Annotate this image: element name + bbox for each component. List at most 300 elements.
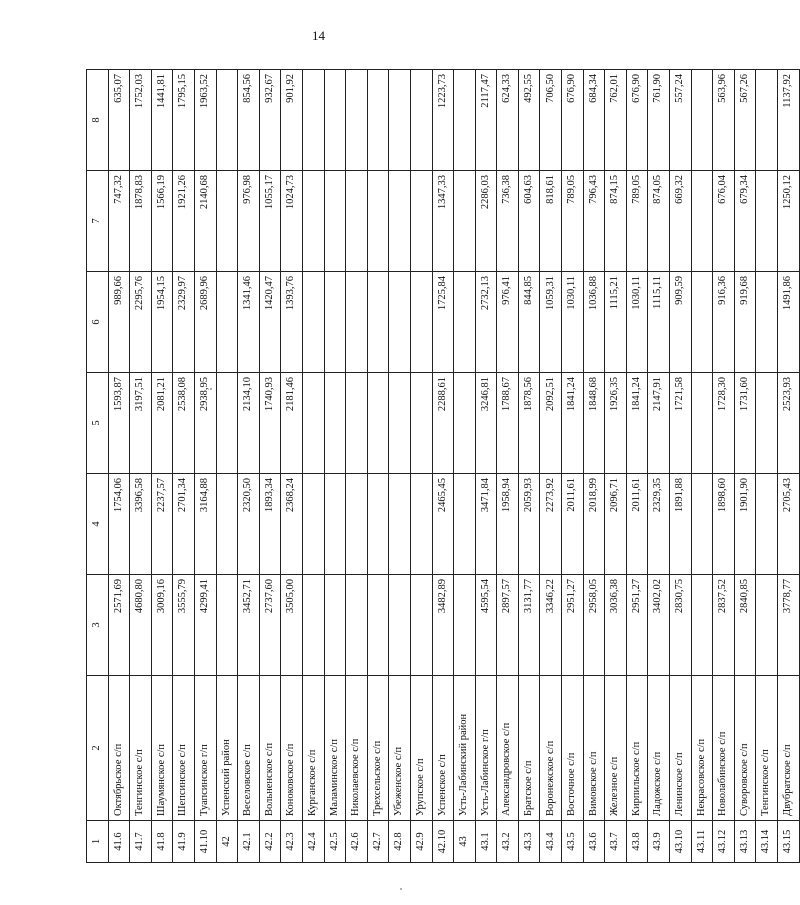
cell-value: 1921,26 <box>173 171 195 272</box>
row-code: 43.5 <box>562 821 584 863</box>
cell-value <box>324 373 346 474</box>
table-row <box>475 70 497 863</box>
rotated-table-container <box>86 70 800 863</box>
cell-value: 1115,11 <box>648 272 670 373</box>
row-name: Братское с/п <box>518 676 540 821</box>
cell-value <box>410 171 432 272</box>
cell-value: 916,36 <box>713 272 735 373</box>
table-row <box>346 70 368 863</box>
table-row <box>173 70 195 863</box>
cell-value <box>216 373 238 474</box>
column-header: 7 <box>87 171 109 272</box>
cell-value: 2011,61 <box>626 474 648 575</box>
row-name: Ладожское с/п <box>648 676 670 821</box>
cell-value: 557,24 <box>670 70 692 171</box>
cell-value: 2147,91 <box>648 373 670 474</box>
table-row <box>108 70 130 863</box>
cell-value: 2840,85 <box>734 575 756 676</box>
row-code: 42.10 <box>432 821 454 863</box>
cell-value: 3482,89 <box>432 575 454 676</box>
cell-value <box>691 373 713 474</box>
cell-value <box>691 575 713 676</box>
column-header: 4 <box>87 474 109 575</box>
cell-value <box>756 70 778 171</box>
row-code: 42.9 <box>410 821 432 863</box>
cell-value <box>691 474 713 575</box>
cell-value: 1341,46 <box>238 272 260 373</box>
cell-value: 874,05 <box>648 171 670 272</box>
cell-value: 844,85 <box>518 272 540 373</box>
row-code: 43.1 <box>475 821 497 863</box>
table-row <box>691 70 713 863</box>
cell-value <box>324 171 346 272</box>
cell-value: 1728,30 <box>713 373 735 474</box>
cell-value: 736,38 <box>497 171 519 272</box>
cell-value <box>389 70 411 171</box>
cell-value: 909,59 <box>670 272 692 373</box>
cell-value <box>302 474 324 575</box>
cell-value: 2092,51 <box>540 373 562 474</box>
cell-value <box>216 70 238 171</box>
cell-value: 1841,24 <box>562 373 584 474</box>
cell-value: 2523,93 <box>778 373 800 474</box>
cell-value: 1752,03 <box>130 70 152 171</box>
cell-value <box>346 272 368 373</box>
cell-value: 1731,60 <box>734 373 756 474</box>
cell-value: 1055,17 <box>259 171 281 272</box>
row-code: 43.10 <box>670 821 692 863</box>
column-header: 5 <box>87 373 109 474</box>
row-code: 43.7 <box>605 821 627 863</box>
row-code: 41.8 <box>151 821 173 863</box>
cell-value: 2329,35 <box>648 474 670 575</box>
row-name: Маламинское с/п <box>324 676 346 821</box>
cell-value: 1848,68 <box>583 373 605 474</box>
cell-value: 789,05 <box>562 171 584 272</box>
cell-value: 989,66 <box>108 272 130 373</box>
column-header: 1 <box>87 821 109 863</box>
table-row <box>778 70 800 863</box>
row-code: 43.8 <box>626 821 648 863</box>
row-name: Новолабинское с/п <box>713 676 735 821</box>
cell-value: 3346,22 <box>540 575 562 676</box>
cell-value: 4299,41 <box>194 575 216 676</box>
cell-value <box>389 474 411 575</box>
cell-value: 1223,73 <box>432 70 454 171</box>
cell-value <box>367 272 389 373</box>
row-code: 42.8 <box>389 821 411 863</box>
cell-value: 3164,88 <box>194 474 216 575</box>
table-row <box>194 70 216 863</box>
cell-value: 2368,24 <box>281 474 303 575</box>
row-name: Ленинское с/п <box>670 676 692 821</box>
cell-value <box>324 70 346 171</box>
row-code: 43.4 <box>540 821 562 863</box>
cell-value <box>346 575 368 676</box>
cell-value <box>346 70 368 171</box>
speck <box>210 388 212 390</box>
row-name: Веселовское с/п <box>238 676 260 821</box>
cell-value: 1036,88 <box>583 272 605 373</box>
cell-value: 563,96 <box>713 70 735 171</box>
cell-value: 3036,38 <box>605 575 627 676</box>
cell-value: 874,15 <box>605 171 627 272</box>
cell-value: 4680,80 <box>130 575 152 676</box>
cell-value: 761,90 <box>648 70 670 171</box>
cell-value: 604,63 <box>518 171 540 272</box>
row-name: Туапсинское г/п <box>194 676 216 821</box>
cell-value <box>302 171 324 272</box>
row-code: 43.15 <box>778 821 800 863</box>
cell-value: 2538,08 <box>173 373 195 474</box>
cell-value <box>346 373 368 474</box>
cell-value: 2837,52 <box>713 575 735 676</box>
cell-value: 2117,47 <box>475 70 497 171</box>
cell-value <box>367 373 389 474</box>
table-row <box>734 70 756 863</box>
row-code: 42.6 <box>346 821 368 863</box>
table-row <box>626 70 648 863</box>
table-row <box>302 70 324 863</box>
column-header: 2 <box>87 676 109 821</box>
table-row <box>583 70 605 863</box>
cell-value: 1878,56 <box>518 373 540 474</box>
cell-value <box>756 575 778 676</box>
table-row <box>281 70 303 863</box>
table-row <box>518 70 540 863</box>
cell-value <box>302 272 324 373</box>
cell-value: 2951,27 <box>562 575 584 676</box>
cell-value: 2081,21 <box>151 373 173 474</box>
cell-value: 2938,95 <box>194 373 216 474</box>
speck <box>400 888 402 890</box>
cell-value: 1347,33 <box>432 171 454 272</box>
row-name: Воронежское с/п <box>540 676 562 821</box>
column-header: 3 <box>87 575 109 676</box>
row-code: 41.7 <box>130 821 152 863</box>
cell-value <box>367 171 389 272</box>
cell-value: 1725,84 <box>432 272 454 373</box>
row-code: 42.5 <box>324 821 346 863</box>
row-code: 42.4 <box>302 821 324 863</box>
cell-value: 2465,45 <box>432 474 454 575</box>
cell-value: 1441,81 <box>151 70 173 171</box>
cell-value: 2286,03 <box>475 171 497 272</box>
table-row <box>130 70 152 863</box>
cell-value: 1024,73 <box>281 171 303 272</box>
table-row <box>605 70 627 863</box>
data-table <box>86 69 800 863</box>
row-name: Железное с/п <box>605 676 627 821</box>
cell-value <box>324 272 346 373</box>
cell-value <box>756 373 778 474</box>
cell-value: 796,43 <box>583 171 605 272</box>
row-name: Суворовское с/п <box>734 676 756 821</box>
cell-value: 1059,31 <box>540 272 562 373</box>
cell-value: 854,56 <box>238 70 260 171</box>
row-name: Вольненское с/п <box>259 676 281 821</box>
row-name: Тенгинское с/п <box>756 676 778 821</box>
cell-value: 901,92 <box>281 70 303 171</box>
cell-value <box>302 70 324 171</box>
cell-value <box>454 575 476 676</box>
cell-value: 1030,11 <box>626 272 648 373</box>
cell-value <box>216 575 238 676</box>
cell-value: 1393,76 <box>281 272 303 373</box>
cell-value: 3246,81 <box>475 373 497 474</box>
cell-value: 1593,87 <box>108 373 130 474</box>
row-code: 43.14 <box>756 821 778 863</box>
table-row <box>562 70 584 863</box>
row-code: 43.3 <box>518 821 540 863</box>
cell-value: 2273,92 <box>540 474 562 575</box>
cell-value: 1958,94 <box>497 474 519 575</box>
cell-value: 2059,93 <box>518 474 540 575</box>
cell-value: 3009,16 <box>151 575 173 676</box>
cell-value: 3197,51 <box>130 373 152 474</box>
table-row <box>713 70 735 863</box>
row-name: Шепсинское с/п <box>173 676 195 821</box>
row-code: 43.6 <box>583 821 605 863</box>
cell-value: 2288,61 <box>432 373 454 474</box>
table-row <box>259 70 281 863</box>
cell-value <box>389 272 411 373</box>
row-name: Октябрьское с/п <box>108 676 130 821</box>
table-row <box>151 70 173 863</box>
cell-value: 3131,77 <box>518 575 540 676</box>
cell-value <box>389 171 411 272</box>
cell-value: 2571,69 <box>108 575 130 676</box>
table-row <box>410 70 432 863</box>
row-code: 43.12 <box>713 821 735 863</box>
cell-value <box>389 373 411 474</box>
cell-value <box>346 171 368 272</box>
cell-value: 1491,86 <box>778 272 800 373</box>
cell-value <box>691 70 713 171</box>
row-code: 42.3 <box>281 821 303 863</box>
table-row <box>540 70 562 863</box>
table-row <box>432 70 454 863</box>
cell-value <box>410 474 432 575</box>
table-row <box>756 70 778 863</box>
cell-value <box>410 272 432 373</box>
row-code: 43.2 <box>497 821 519 863</box>
table-row <box>367 70 389 863</box>
cell-value: 1754,06 <box>108 474 130 575</box>
cell-value <box>216 272 238 373</box>
cell-value: 2951,27 <box>626 575 648 676</box>
page-number: 14 <box>312 28 325 43</box>
cell-value: 762,01 <box>605 70 627 171</box>
cell-value: 2958,05 <box>583 575 605 676</box>
cell-value <box>324 474 346 575</box>
cell-value: 624,33 <box>497 70 519 171</box>
cell-value: 3396,58 <box>130 474 152 575</box>
cell-value <box>691 272 713 373</box>
cell-value: 1795,15 <box>173 70 195 171</box>
cell-value: 2320,50 <box>238 474 260 575</box>
cell-value: 676,90 <box>626 70 648 171</box>
cell-value <box>367 70 389 171</box>
cell-value: 3505,00 <box>281 575 303 676</box>
row-name: Вимовское с/п <box>583 676 605 821</box>
cell-value: 976,41 <box>497 272 519 373</box>
cell-value: 3778,77 <box>778 575 800 676</box>
cell-value: 919,68 <box>734 272 756 373</box>
row-name: Успенское с/п <box>432 676 454 821</box>
row-name: Курганское с/п <box>302 676 324 821</box>
cell-value: 2011,61 <box>562 474 584 575</box>
row-name: Тенгинское с/п <box>130 676 152 821</box>
cell-value <box>454 272 476 373</box>
cell-value: 676,04 <box>713 171 735 272</box>
cell-value: 567,26 <box>734 70 756 171</box>
cell-value: 635,07 <box>108 70 130 171</box>
cell-value: 818,61 <box>540 171 562 272</box>
cell-value <box>367 474 389 575</box>
cell-value: 706,50 <box>540 70 562 171</box>
cell-value <box>324 575 346 676</box>
cell-value: 1740,93 <box>259 373 281 474</box>
cell-value: 1963,52 <box>194 70 216 171</box>
row-name: Трехсельское с/п <box>367 676 389 821</box>
cell-value <box>410 373 432 474</box>
row-code: 43.9 <box>648 821 670 863</box>
cell-value <box>691 171 713 272</box>
cell-value <box>216 171 238 272</box>
cell-value: 3471,84 <box>475 474 497 575</box>
row-code: 42 <box>216 821 238 863</box>
table-row <box>238 70 260 863</box>
cell-value: 2295,76 <box>130 272 152 373</box>
cell-value: 2140,68 <box>194 171 216 272</box>
cell-value <box>756 272 778 373</box>
cell-value: 1137,92 <box>778 70 800 171</box>
column-header: 8 <box>87 70 109 171</box>
cell-value: 1898,60 <box>713 474 735 575</box>
cell-value: 1788,67 <box>497 373 519 474</box>
cell-value: 2732,13 <box>475 272 497 373</box>
cell-value: 2737,60 <box>259 575 281 676</box>
table-row <box>670 70 692 863</box>
cell-value: 1954,15 <box>151 272 173 373</box>
cell-value: 3555,79 <box>173 575 195 676</box>
cell-value <box>756 171 778 272</box>
cell-value <box>389 575 411 676</box>
row-code: 41.6 <box>108 821 130 863</box>
row-name: Убеженское с/п <box>389 676 411 821</box>
cell-value: 492,55 <box>518 70 540 171</box>
cell-value: 1115,21 <box>605 272 627 373</box>
table-row <box>324 70 346 863</box>
cell-value: 2096,71 <box>605 474 627 575</box>
table-row <box>389 70 411 863</box>
cell-value <box>410 70 432 171</box>
table-row <box>216 70 238 863</box>
cell-value: 2018,99 <box>583 474 605 575</box>
cell-value: 669,32 <box>670 171 692 272</box>
cell-value: 3452,71 <box>238 575 260 676</box>
row-name: Коноковское с/п <box>281 676 303 821</box>
cell-value: 676,90 <box>562 70 584 171</box>
cell-value <box>454 474 476 575</box>
row-name: Успенский район <box>216 676 238 821</box>
cell-value: 1926,35 <box>605 373 627 474</box>
cell-value: 747,32 <box>108 171 130 272</box>
cell-value: 1030,11 <box>562 272 584 373</box>
row-name: Восточное с/п <box>562 676 584 821</box>
cell-value: 4595,54 <box>475 575 497 676</box>
table-row <box>648 70 670 863</box>
row-code: 43.13 <box>734 821 756 863</box>
row-code: 43.11 <box>691 821 713 863</box>
cell-value: 1721,58 <box>670 373 692 474</box>
cell-value: 1901,90 <box>734 474 756 575</box>
row-name: Шаумянское с/п <box>151 676 173 821</box>
row-name: Усть-Лабинский район <box>454 676 476 821</box>
cell-value: 1878,83 <box>130 171 152 272</box>
cell-value: 1566,19 <box>151 171 173 272</box>
cell-value <box>454 171 476 272</box>
cell-value: 684,34 <box>583 70 605 171</box>
table-row <box>497 70 519 863</box>
header-row <box>87 70 109 863</box>
cell-value: 1841,24 <box>626 373 648 474</box>
cell-value: 3402,02 <box>648 575 670 676</box>
cell-value: 2701,34 <box>173 474 195 575</box>
row-code: 43 <box>454 821 476 863</box>
cell-value <box>302 575 324 676</box>
row-name: Двубратское с/п <box>778 676 800 821</box>
cell-value: 1250,12 <box>778 171 800 272</box>
cell-value <box>454 70 476 171</box>
row-code: 42.2 <box>259 821 281 863</box>
cell-value: 976,98 <box>238 171 260 272</box>
cell-value <box>367 575 389 676</box>
cell-value <box>346 474 368 575</box>
cell-value: 2329,97 <box>173 272 195 373</box>
cell-value: 2134,10 <box>238 373 260 474</box>
cell-value: 2689,96 <box>194 272 216 373</box>
row-code: 41.9 <box>173 821 195 863</box>
cell-value: 1893,34 <box>259 474 281 575</box>
cell-value <box>302 373 324 474</box>
row-name: Александровское с/п <box>497 676 519 821</box>
row-name: Николаевское с/п <box>346 676 368 821</box>
row-code: 42.1 <box>238 821 260 863</box>
row-name: Кирпильское с/п <box>626 676 648 821</box>
row-name: Некрасовское с/п <box>691 676 713 821</box>
cell-value <box>756 474 778 575</box>
row-name: Усть-Лабинское г/п <box>475 676 497 821</box>
row-name: Урупское с/п <box>410 676 432 821</box>
row-code: 41.10 <box>194 821 216 863</box>
cell-value: 679,34 <box>734 171 756 272</box>
cell-value: 932,67 <box>259 70 281 171</box>
cell-value: 1420,47 <box>259 272 281 373</box>
cell-value: 2705,43 <box>778 474 800 575</box>
cell-value: 2830,75 <box>670 575 692 676</box>
cell-value <box>410 575 432 676</box>
cell-value: 2897,57 <box>497 575 519 676</box>
cell-value: 1891,88 <box>670 474 692 575</box>
row-code: 42.7 <box>367 821 389 863</box>
cell-value <box>454 373 476 474</box>
cell-value: 2237,57 <box>151 474 173 575</box>
table-row <box>454 70 476 863</box>
cell-value: 2181,46 <box>281 373 303 474</box>
column-header: 6 <box>87 272 109 373</box>
